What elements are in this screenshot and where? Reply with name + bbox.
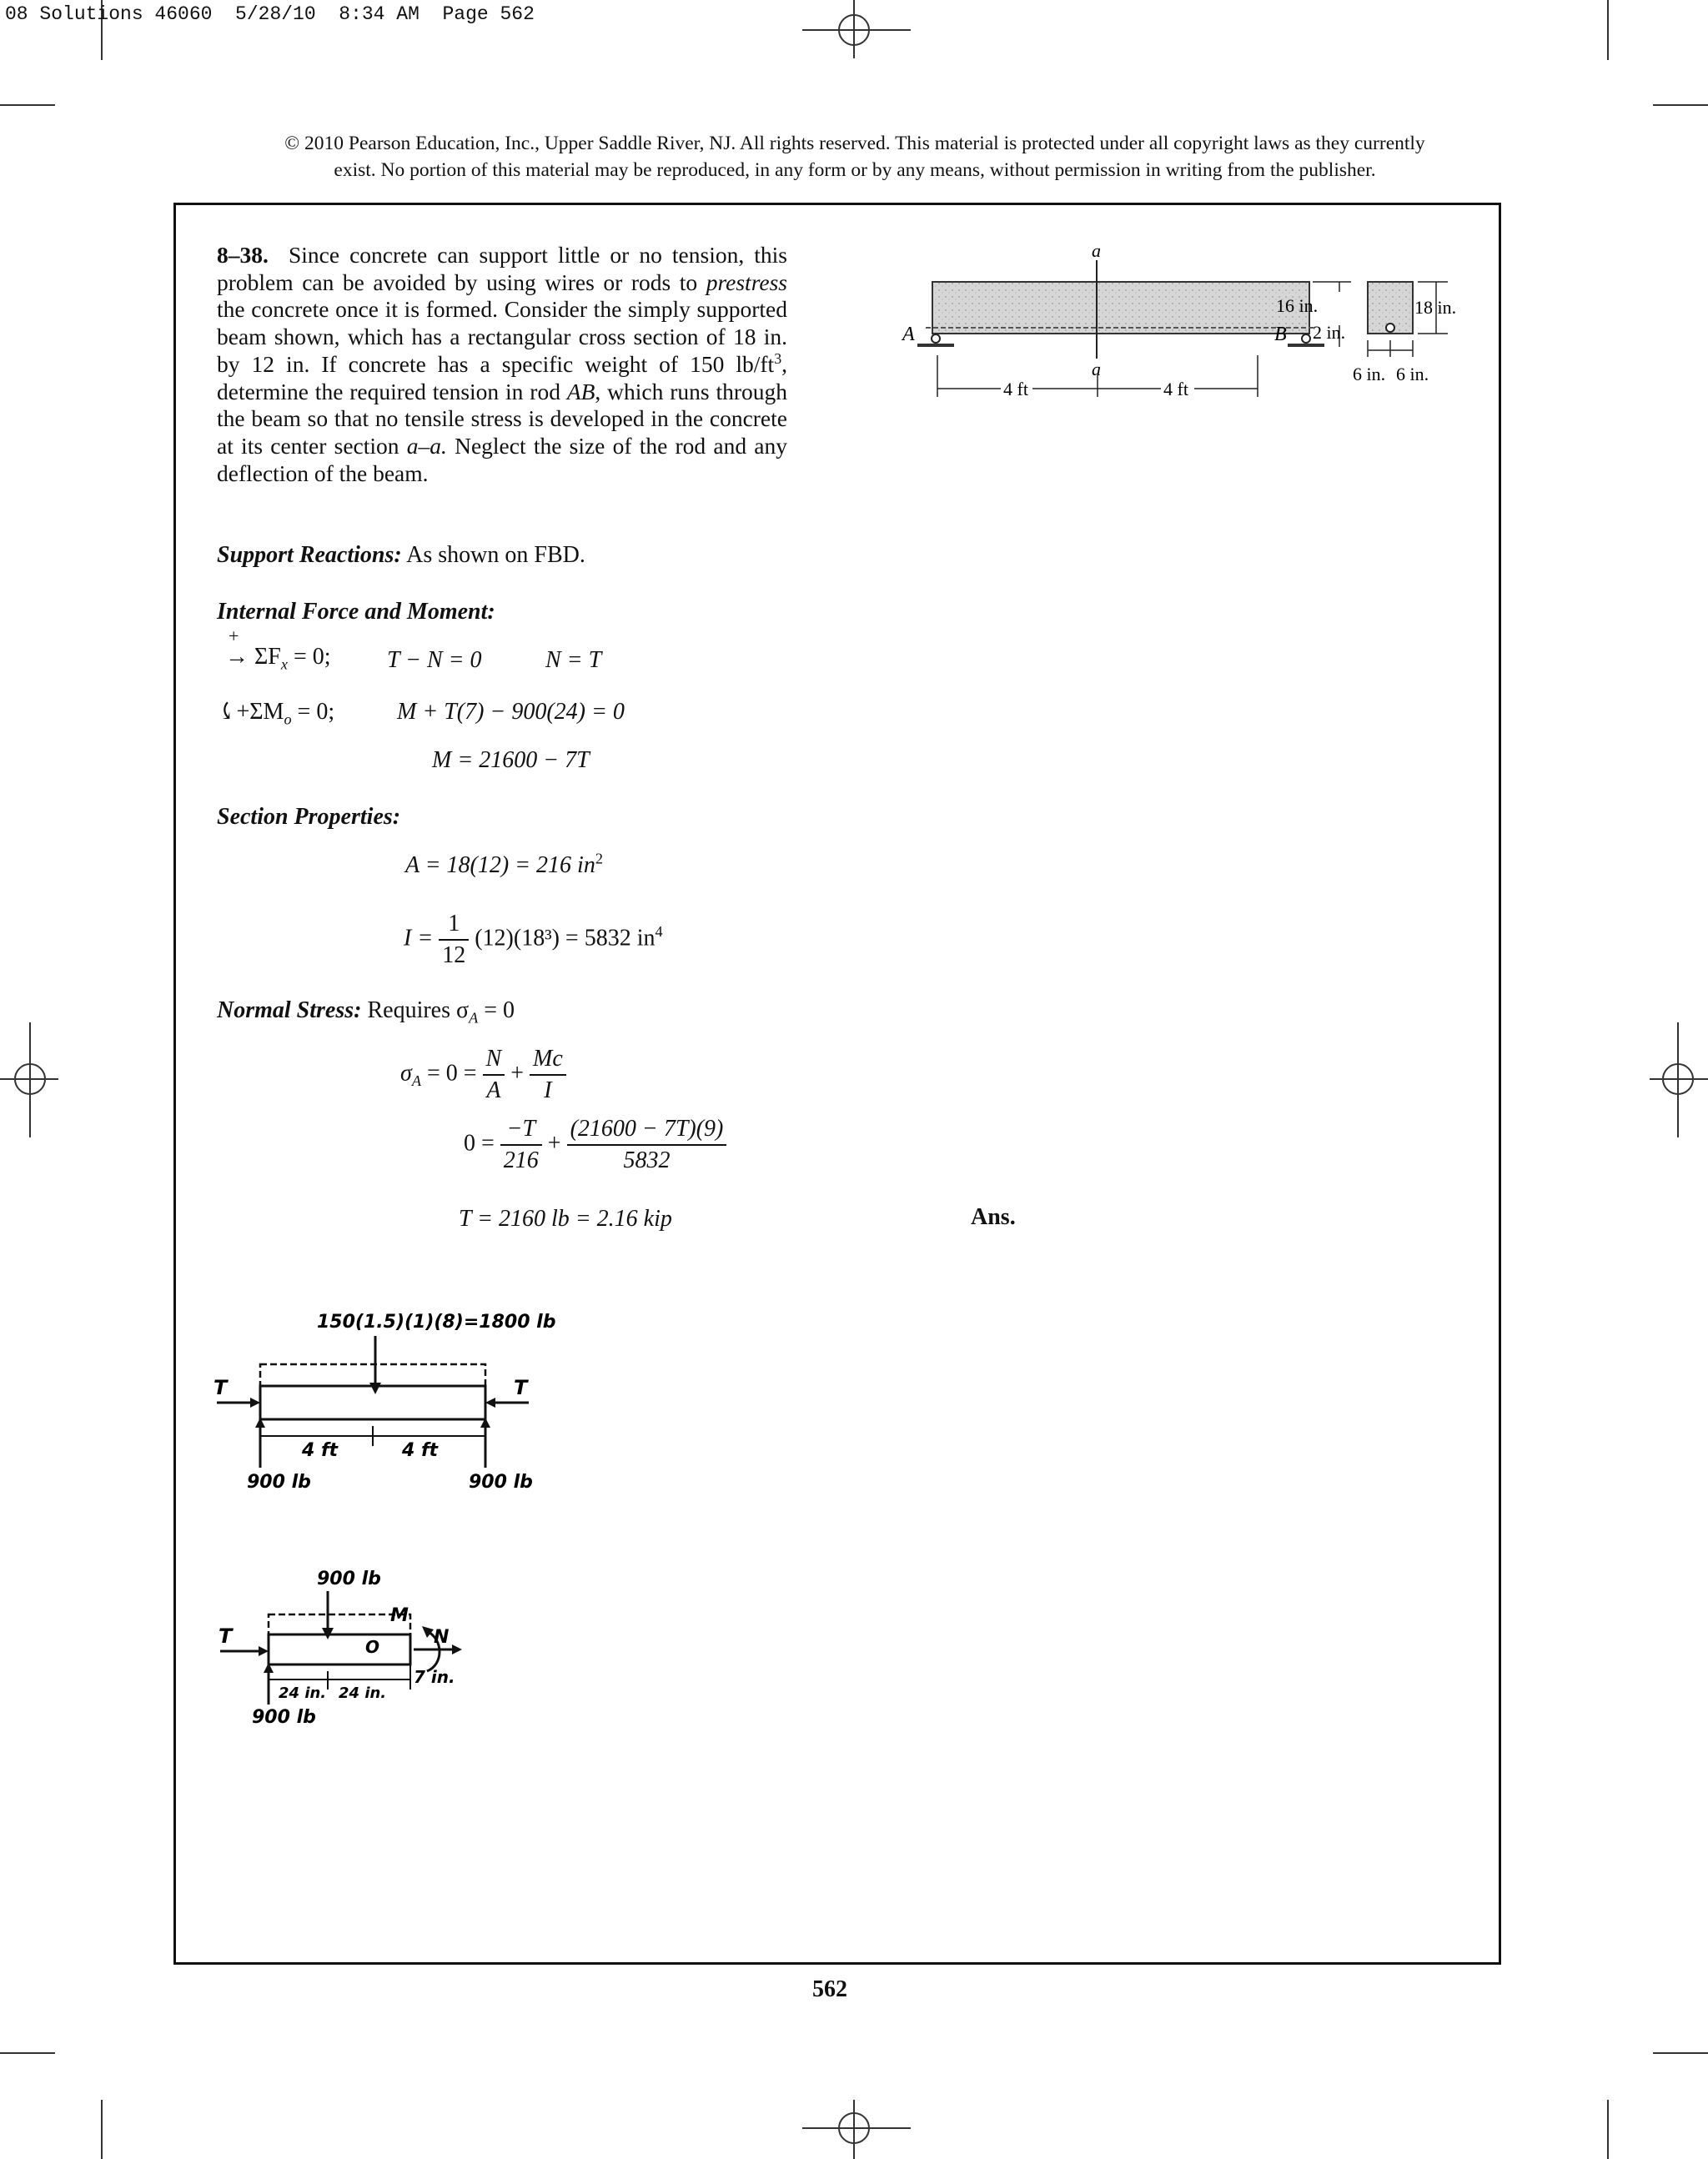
dim-4ft-right: 4 ft [1163,379,1188,399]
fbd2-M: M [390,1605,409,1626]
answer-label: Ans. [971,1204,1016,1230]
eq-zero-fraction-2 [567,1114,727,1176]
support-reactions [217,542,585,569]
dim-6-in-b: 6 in. [1396,364,1429,384]
eq-area-text: A = 18(12) = 216 in [405,852,595,878]
eq-zero-fraction-1 [500,1114,542,1176]
normal-text: Requires σ [367,997,470,1023]
fbd1-load-label: 150(1.5)(1)(8)=1800 lb [317,1312,556,1333]
section-heading-text: Section Properties: [217,804,401,830]
eq-tension-result: T = 2160 lb = 2.16 kip [459,1206,672,1232]
fbd2-dim-a: 24 in. [279,1685,327,1702]
internal-heading [217,599,495,625]
eq-inertia-num: 1 [439,909,469,941]
internal-heading-text: Internal Force and Moment: [217,599,495,625]
fbd2-O: O [365,1637,380,1657]
fbd2-dim-b: 24 in. [339,1685,387,1702]
support-heading: Support Reactions: [217,542,402,568]
eq-t-minus-n: T − N = 0 [387,647,482,673]
fbd2-reaction: 900 lb [252,1707,316,1728]
beam-figure [884,242,1468,409]
eq-moment-2: M = 21600 − 7T [432,747,590,773]
label-a-bottom: a [1092,359,1101,379]
eq-inertia-fraction [439,909,469,971]
label-B: B [1274,324,1287,345]
fbd1-reaction-left: 900 lb [247,1472,311,1493]
fbd1-dim-right: 4 ft [402,1440,439,1461]
eq-inertia-rhs: (12)(18³) = 5832 in [475,925,656,951]
eq-sigma: $\sigma_A = 0$ = $\frac{N}{A}$ + $\frac{Mc}{I}$ [400,1044,566,1106]
problem-statement: 8–38. Since concrete can support little or no tension, this problem can be avoided by using wires or rods to prestress the concrete once it is formed. Consider the simply supported beam shown, which has a rectangular cross section of 18 in. by 12 in. If concrete has a specific weight of 150 $lb/ft^3$, determine the required tension in rod AB, which runs through the beam so that no tensile stress is developed in the concrete at its center section a–a. Neglect the size of the rod and any deflection of the beam. [217,242,788,486]
eq-zero-den1: 216 [503,1147,539,1173]
eq-sigma-fraction-2 [530,1044,566,1106]
fbd1-T-left: T [214,1376,228,1399]
eq-zero-num2: (21600 − 7T)(9) [567,1114,727,1146]
eq-inertia: I = $\frac{1}{12}$ (12)(18³) = 5832 $in^4$ [404,909,663,971]
fbd2-T: T [219,1624,233,1648]
eq-sigma-fraction-1 [483,1044,505,1106]
print-slug: 08 Solutions 46060 5/28/10 8:34 AM Page 562 [5,3,535,25]
eq-area: A = 18(12) = 216 $in^2$ [405,850,603,878]
fbd1-reaction-right: 900 lb [469,1472,533,1493]
dim-2-in: 2 in. [1313,322,1346,343]
eq-zero: 0 = $\frac{-T}{216}$ + $\frac{(21600 - 7T)(9)}{5832}$ [464,1114,726,1176]
copyright-line-1: © 2010 Pearson Education, Inc., Upper Saddle River, NJ. All rights reserved. This material is protected under all copyright laws as they currently [284,133,1425,154]
dim-6-in-a: 6 in. [1353,364,1386,384]
copyright-line-2: exist. No portion of this material may be reproduced, in any form or by any means, without permission in writing from the publisher. [334,159,1376,181]
normal-tail: = 0 [484,997,515,1023]
sum-fx-label: + → $\Sigma F_x = 0$; [225,625,331,673]
problem-text-rod: AB [566,378,595,404]
fbd2-N: N [434,1627,450,1648]
dim-18-in: 18 in. [1414,297,1457,318]
eq-moment-1: M + T(7) − 900(24) = 0 [397,699,625,725]
concrete-beam [932,282,1309,334]
eq-inertia-lhs: I = [404,925,434,951]
left-support [917,334,954,345]
eq-sigma-N: N [483,1044,505,1076]
fbd1-dim-left: 4 ft [302,1440,339,1461]
sum-m-value: = 0; [297,699,335,725]
problem-text-prestress: prestress [706,269,787,295]
fbd2-dim-7in: 7 in. [414,1667,455,1687]
problem-text-1: Since concrete can support little or no tension, this problem can be avoided by using wires or rods to [217,242,787,295]
support-text: As shown on FBD. [406,542,585,568]
eq-zero-num1: −T [500,1114,542,1146]
problem-text-3: , determine the required tension in rod [217,350,787,404]
eq-n-equals-t: N = T [545,647,602,673]
problem-text-5: Neglect the size of the rod and any deflection of the beam. [217,432,788,486]
eq-inertia-den: 12 [442,942,466,968]
label-a-top: a [1092,242,1101,261]
sum-m-label: $⤹+\Sigma M_o = 0$; [217,699,335,728]
dim-16-in: 16 in. [1276,295,1319,316]
label-A: A [902,324,915,345]
problem-text-2: the concrete once it is formed. Consider the simply supported beam shown, which has a rectangular cross section of 18 in. by 12 in. If concrete has a specific weight of 150 lb/ft [217,296,787,377]
problem-text-section: a–a. [406,432,447,459]
eq-sigma-A: A [486,1077,501,1103]
rod-cross-section [1386,324,1394,332]
sum-fx-value: = 0; [293,644,331,670]
dim-4ft-left: 4 ft [1003,379,1028,399]
eq-zero-den2: 5832 [623,1147,671,1173]
section-heading [217,804,400,831]
normal-stress: Normal Stress: Requires $\sigma_A = 0$ [217,997,515,1027]
eq-sigma-lhs: = 0 = [426,1060,477,1087]
eq-sigma-I: I [544,1077,552,1103]
normal-heading: Normal Stress: [217,997,362,1023]
fbd2-load-label: 900 lb [317,1569,381,1589]
fbd-half-beam [208,1559,509,1735]
copyright-notice [133,130,1576,183]
page-number: 562 [812,1976,847,2002]
problem-number: 8–38. [217,242,269,268]
problem-text-4: , which runs through the beam so that no tensile stress is developed in the concrete at its center section [217,378,787,459]
eq-zero-lhs: 0 = [464,1130,495,1157]
eq-sigma-Mc: Mc [530,1044,566,1076]
fbd1-T-right: T [514,1376,528,1399]
fbd-full-beam [208,1293,592,1501]
